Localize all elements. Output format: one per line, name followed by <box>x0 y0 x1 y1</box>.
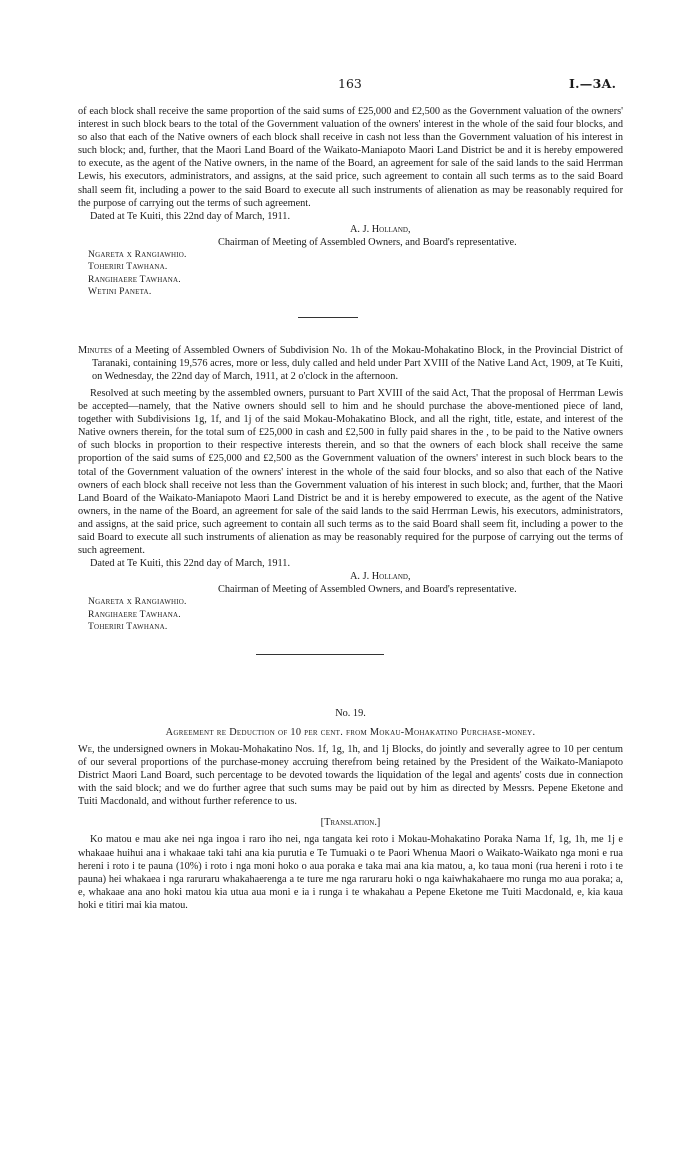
dated-line: Dated at Te Kuiti, this 22nd day of March, 1911. <box>90 210 291 222</box>
section-divider <box>298 317 358 318</box>
agreement-paragraph <box>78 743 623 808</box>
signer-name: Rangihaere Tawhana. <box>88 608 181 620</box>
signatory-name: A. J. Holland, <box>350 223 411 235</box>
signatory-capacity: Chairman of Meeting of Assembled Owners, and Board's representative. <box>218 236 517 248</box>
signatory-name: A. J. Holland, <box>350 571 411 583</box>
signatory-capacity: Chairman of Meeting of Assembled Owners, and Board's representative. <box>218 584 517 596</box>
signer-name: Toheriri Tawhana. <box>88 261 168 273</box>
document-reference: I.—3A. <box>569 76 617 91</box>
document-body <box>78 105 623 912</box>
agreement-title: Agreement re Deduction of 10 per cent. from Mokau-Mohakatino Purchase-money. <box>165 726 536 738</box>
agreement-text: the undersigned owners in Mokau-Mohakatino Nos. 1f, 1g, 1h, and 1j Blocks, do jointly and severally agree to 10 per centum of our several proportions of the purchase-money accruing therefrom being retained by the President of the Waikato-Maniapoto District Maori Land Board, such percentage to be devoted towards the liquidation of the legal and agents' costs due in connection with the said block; and we do further agree that such sums may be paid out by him as directed by Messrs. Pepene Eketone and Tuiti Macdonald, and without further reference to us. <box>78 743 623 808</box>
translation-heading: [Translation.] <box>320 817 381 829</box>
item-number: No. 19. <box>335 707 366 719</box>
signer-name: Ngareta x Rangiawhio. <box>88 249 187 261</box>
page-number: 163 <box>338 76 362 91</box>
minutes-paragraph <box>78 344 623 383</box>
page-header <box>0 76 700 92</box>
signer-name: Toheriri Tawhana. <box>88 621 168 633</box>
dated-line: Dated at Te Kuiti, this 22nd day of March, 1911. <box>90 558 291 570</box>
minutes-label: Minutes <box>78 344 113 356</box>
signer-name: Rangihaere Tawhana. <box>88 273 181 285</box>
agreement-lead-word: We, <box>78 743 95 755</box>
continuation-paragraph: of each block shall receive the same proportion of the said sums of £25,000 and £2,500 as the Government valuation of the owners' interest in such block bears to the total of the Government valuation of the owners' interest in the whole of the said four blocks, and so also that each of the Native owners of each block shall receive in cash not less than the Government valuation of his interest in such block; and, further, that the Maori Land Board of the Waikato-Maniapoto Maori Land District be and it is hereby empowered to execute, as the agent of the Native owners, in the name of the Board, an agreement for sale of the said lands to the said Herrman Lewis, his executors, administrators, and assigns, at the said price, such agreement to contain all such terms as to the said Board shall seem fit, including a power to the said Board to execute all such instruments of alienation as may be reasonably required for the purpose of carrying out the terms of such agreement. <box>78 106 623 209</box>
section-divider <box>256 654 384 655</box>
minutes-text: of a Meeting of Assembled Owners of Subdivision No. 1h of the Mokau-Mohakatino Block, in the Provincial District of Taranaki, containing 19,576 acres, more or less, duly called and held under Part XVIII of the Native Land Act, 1909, at Te Kuiti, on Wednesday, the 22nd day of March, 1911, at 2 o'clock in the afternoon. <box>92 344 623 382</box>
signers-list <box>78 249 623 299</box>
resolution-paragraph: Resolved at such meeting by the assembled owners, pursuant to Part XVIII of the said Act, That the proposal of Herrman Lewis be accepted—namely, that the Native owners should sell to him and he should purchase the above-mentioned piece of land, together with Subdivisions 1g, 1f, and 1j of the said Mokau-Mohakatino Block, and all the right, title, estate, and interest of the Native owners therein, for the total sum of £25,000 in cash and £2,500 in fully paid shares in the , to be paid to the Native owners of such blocks in proportion to their respective interests therein, and so that the owners of each block shall receive the same proportion of the said sums of £25,000 and £2,500 as the Government valuation of the owners' interest in such block bears to the total of the Government valuation of the owners' interest in the whole of the said four blocks, and so also that each of the Native owners of each block shall receive not less than the Government valuation of his interest in such block; and, further, that the Maori Land Board of the Waikato-Maniapoto Maori Land District be and it is hereby empowered to execute, as the agent of the Native owners, in the name of the Board, an agreement for sale of the said lands to the said Herrman Lewis, his executors, administrators, and assigns, at the said price, such agreement to contain all such terms as to the said Board shall seem fit, including a power to the said Board to execute all such instruments of alienation as may be reasonably required for the purpose of carrying out the terms of such agreement. <box>78 387 623 557</box>
signers-list <box>78 596 623 633</box>
signer-name: Wetini Paneta. <box>88 286 152 298</box>
translation-paragraph: Ko matou e mau ake nei nga ingoa i raro iho nei, nga tangata kei roto i Mokau-Mohakatino Poraka Nama 1f, 1g, 1h, me 1j e whakaae huihui ana i whakaae taki tahi ana kia purutia e Te Tumuaki o te Paori Whenua Maori o Waikato-Waikato nga moni e rua hereni i roto i te pauna (10%) i roto i nga moni hoko o aua poraka e taka mai ana kia matou, a, ko taua moni (rua hereni i roto i te pauna) hei whakaea i nga raruraru whakahaerenga a te ture me nga raruraru hoki o nga kaiwhakahaere mo runga mo aua poraka; a, e, whakaae ana ano hoki matou kia utua aua moni e ia i runga i te whakahau a Pepene Eketone me Tuiti Macdonald, e, kia kaua hoki e titiri mai kia matou. <box>78 834 623 911</box>
signer-name: Ngareta x Rangiawhio. <box>88 596 187 608</box>
